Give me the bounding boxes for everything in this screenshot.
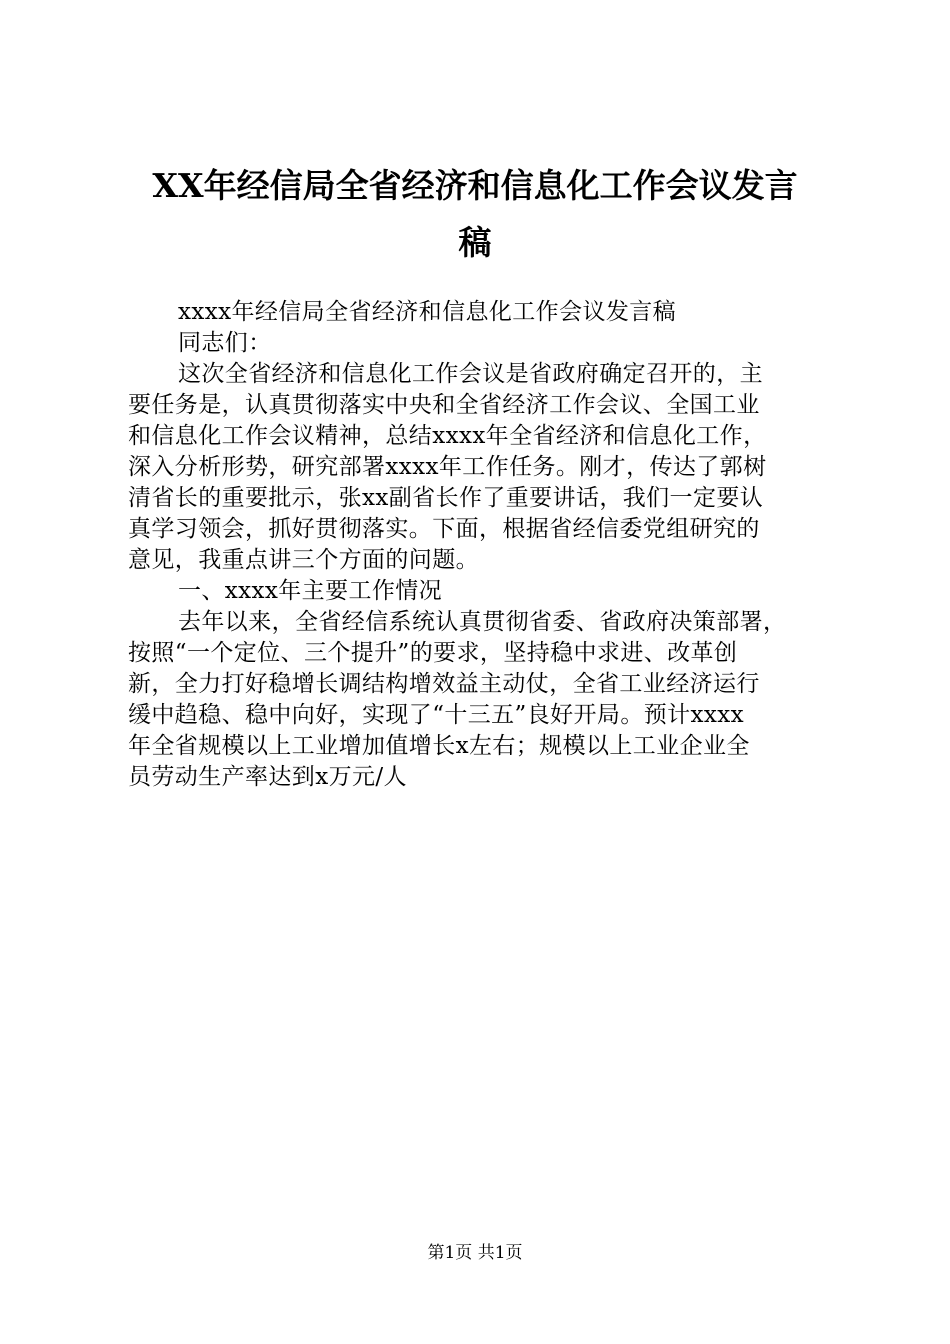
- section-heading: 一、xxxx年主要工作情况: [178, 578, 443, 604]
- body-line: 新，全力打好稳增长调结构增效益主动仗，全省工业经济运行: [128, 671, 760, 697]
- body-line: 和信息化工作会议精神，总结xxxx年全省经济和信息化工作，: [128, 423, 767, 449]
- body-line-salutation: 同志们：: [178, 330, 272, 356]
- body-line: 意见，我重点讲三个方面的问题。: [128, 547, 479, 573]
- document-title-line-1: XX年经信局全省经济和信息化工作会议发言: [152, 166, 798, 205]
- body-line: 按照“一个定位、三个提升”的要求，坚持稳中求进、改革创: [128, 640, 738, 666]
- body-line: 真学习领会，抓好贯彻落实。下面，根据省经信委党组研究的: [128, 516, 760, 542]
- body-line: 年全省规模以上工业增加值增长x左右；规模以上工业企业全: [128, 733, 750, 759]
- body-line: 员劳动生产率达到x万元/人: [128, 764, 407, 790]
- document-title-line-2: 稿: [458, 223, 492, 262]
- body-line: 这次全省经济和信息化工作会议是省政府确定召开的，主: [178, 361, 763, 387]
- page-footer: 第1页 共1页: [427, 1243, 523, 1263]
- body-line-subtitle: xxxx年经信局全省经济和信息化工作会议发言稿: [178, 299, 677, 325]
- body-line: 要任务是，认真贯彻落实中央和全省经济工作会议、全国工业: [128, 392, 760, 418]
- body-line: 缓中趋稳、稳中向好，实现了“十三五”良好开局。预计xxxx: [128, 702, 745, 728]
- body-line: 深入分析形势，研究部署xxxx年工作任务。刚才，传达了郭树: [128, 454, 767, 480]
- body-line: 去年以来，全省经信系统认真贯彻省委、省政府决策部署，: [178, 609, 787, 635]
- body-line: 清省长的重要批示，张xx副省长作了重要讲话，我们一定要认: [128, 485, 764, 511]
- document-body: [128, 297, 833, 793]
